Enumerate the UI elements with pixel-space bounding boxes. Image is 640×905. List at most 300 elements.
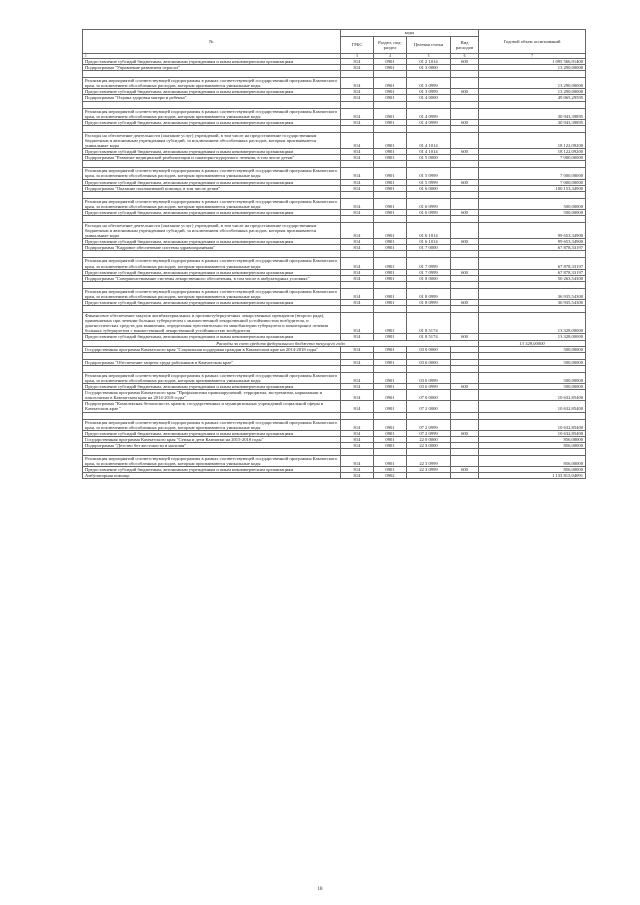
empty-cell — [374, 306, 407, 313]
header-total: Годовой объем ассигнований — [479, 30, 586, 54]
name-cell: Подпрограмма "Развитие медицинской реабилитации и санаторно-курортного лечения, в том числе детям" — [83, 155, 341, 161]
celevaya-cell: 07 2 0000 — [407, 401, 451, 412]
empty-cell — [83, 191, 341, 198]
grbs-cell: 814 — [341, 95, 374, 101]
name-cell: Реализация мероприятий соответствующей подпрограммы в рамках соответствующей государственной программы Камчатского края, за исключением обособленных расходов, которым присваиваются уникальные коды — [83, 455, 341, 466]
name-cell: Государственная программа Камчатского края "Семья и дети Камчатки на 2015-2018 годы" — [83, 436, 341, 442]
empty-cell — [341, 215, 374, 222]
empty-cell — [451, 191, 479, 198]
razdel-cell: 0901 — [374, 132, 407, 148]
grbs-cell: 814 — [341, 390, 374, 401]
empty-cell — [374, 281, 407, 288]
sum-cell: 856,00000 — [479, 467, 586, 473]
razdel-cell: 0901 — [374, 239, 407, 245]
razdel-cell: 0902 — [374, 473, 407, 479]
sum-cell: 18 122,09200 — [479, 132, 586, 148]
celevaya-cell: 01 6 0999 — [407, 209, 451, 215]
empty-cell — [407, 71, 451, 78]
name-cell: Государственная программа Камчатского края "Социальная поддержка граждан в Камчатском крае на 2014-2018 годы" — [83, 346, 341, 352]
celevaya-cell: 22 3 0999 — [407, 455, 451, 466]
empty-cell — [83, 306, 341, 313]
spacer-row — [83, 412, 586, 419]
vid-cell: 600 — [451, 467, 479, 473]
table-row — [83, 473, 586, 479]
grbs-cell: 814 — [341, 346, 374, 352]
empty-cell — [374, 71, 407, 78]
razdel-cell: 0901 — [374, 222, 407, 238]
sum-cell: 13 328,00000 — [479, 313, 586, 334]
empty-cell — [407, 125, 451, 132]
razdel-cell: 0901 — [374, 288, 407, 299]
vid-cell — [451, 455, 479, 466]
celevaya-cell: 22 0 0000 — [407, 436, 451, 442]
empty-cell — [341, 161, 374, 168]
sum-cell: 18 122,09200 — [479, 149, 586, 155]
sum-cell: 7 000,00000 — [479, 155, 586, 161]
grbs-cell: 814 — [341, 313, 374, 334]
empty-cell — [407, 448, 451, 455]
spacer-row — [83, 448, 586, 455]
razdel-cell: 0901 — [374, 419, 407, 430]
celevaya-cell: 01 8 5174 — [407, 334, 451, 340]
empty-cell — [341, 306, 374, 313]
spacer-row — [83, 101, 586, 108]
vid-cell: 600 — [451, 119, 479, 125]
celevaya-cell: 01 4 0999 — [407, 108, 451, 119]
empty-cell — [83, 365, 341, 372]
vid-cell: 600 — [451, 334, 479, 340]
sum-cell: 500,00000 — [479, 209, 586, 215]
celevaya-cell: 01 4 1014 — [407, 149, 451, 155]
grbs-cell: 814 — [341, 119, 374, 125]
empty-cell — [83, 161, 341, 168]
empty-cell — [374, 448, 407, 455]
celevaya-cell: 01 6 1014 — [407, 239, 451, 245]
spacer-row — [83, 191, 586, 198]
sum-cell: 99 653,34900 — [479, 222, 586, 238]
table-row — [83, 222, 586, 238]
grbs-cell: 814 — [341, 430, 374, 436]
empty-cell — [83, 412, 341, 419]
empty-cell — [374, 215, 407, 222]
empty-cell — [374, 365, 407, 372]
empty-cell — [479, 125, 586, 132]
celevaya-cell: 03 6 0999 — [407, 384, 451, 390]
empty-cell — [341, 281, 374, 288]
empty-cell — [479, 101, 586, 108]
celevaya-cell: 22 3 0000 — [407, 442, 451, 448]
table-row — [83, 132, 586, 148]
grbs-cell: 814 — [341, 419, 374, 430]
empty-cell — [451, 306, 479, 313]
grbs-cell: 814 — [341, 467, 374, 473]
celevaya-cell: 07 2 0999 — [407, 419, 451, 430]
name-cell: Расходы на обеспечение деятельности (оказание услуг) учреждений, в том числе на предоставление государственным бюджетным и автономным учреждениям субсидий, за исключением обособленных расходов, которым присваиваются уникальные коды — [83, 132, 341, 148]
razdel-cell: 0901 — [374, 168, 407, 179]
razdel-cell: 0901 — [374, 401, 407, 412]
grbs-cell: 814 — [341, 300, 374, 306]
name-cell: Предоставление субсидий бюджетным, автономным учреждениям и иным некоммерческим организациям — [83, 269, 341, 275]
empty-cell — [407, 412, 451, 419]
spacer-row — [83, 71, 586, 78]
vid-cell: 600 — [451, 179, 479, 185]
page-number: 18 — [317, 887, 323, 892]
empty-cell — [374, 191, 407, 198]
sum-cell: 13 290,00000 — [479, 65, 586, 71]
grbs-cell: 814 — [341, 473, 374, 479]
empty-cell — [479, 191, 586, 198]
empty-cell — [83, 71, 341, 78]
razdel-cell: 0901 — [374, 185, 407, 191]
razdel-cell: 0901 — [374, 275, 407, 281]
table-row — [83, 390, 586, 401]
razdel-cell: 0901 — [374, 334, 407, 340]
sum-cell: 7 000,00000 — [479, 179, 586, 185]
table-row — [83, 78, 586, 89]
celevaya-cell: 01 7 0999 — [407, 269, 451, 275]
grbs-cell: 814 — [341, 401, 374, 412]
name-cell: Предоставление субсидий бюджетным, автономным учреждениям и иным некоммерческим организациям — [83, 430, 341, 436]
name-cell: Реализация мероприятий соответствующей подпрограммы в рамках соответствующей государственной программы Камчатского края, за исключением обособленных расходов, которым присваиваются уникальные коды — [83, 288, 341, 299]
vid-cell — [451, 401, 479, 412]
note-text: Расходы за счет средств федерального бюджета текущего года — [83, 340, 479, 346]
table-row — [83, 313, 586, 334]
spacer-row — [83, 125, 586, 132]
sum-cell: 500,00000 — [479, 372, 586, 383]
celevaya-cell: 01 6 1014 — [407, 222, 451, 238]
table-row — [83, 401, 586, 412]
razdel-cell: 0901 — [374, 95, 407, 101]
razdel-cell: 0901 — [374, 346, 407, 352]
sum-cell: 30 943,39895 — [479, 119, 586, 125]
empty-cell — [83, 281, 341, 288]
vid-cell: 600 — [451, 384, 479, 390]
sum-cell: 13 290,00000 — [479, 89, 586, 95]
grbs-cell: 814 — [341, 455, 374, 466]
razdel-cell: 0901 — [374, 359, 407, 365]
razdel-cell: 0901 — [374, 78, 407, 89]
sum-cell: 100 153,34900 — [479, 185, 586, 191]
header-vid: Вид расходов — [451, 37, 479, 54]
table-row — [83, 419, 586, 430]
grbs-cell: 814 — [341, 436, 374, 442]
empty-cell — [83, 125, 341, 132]
celevaya-cell: 01 8 0999 — [407, 288, 451, 299]
header-celevaya: Целевая статья — [407, 37, 451, 54]
razdel-cell: 0901 — [374, 149, 407, 155]
name-cell: Подпрограмма "Кадровое обеспечение системы здравоохранения" — [83, 245, 341, 251]
sum-cell: 500,00000 — [479, 359, 586, 365]
vid-cell: 600 — [451, 149, 479, 155]
grbs-cell: 814 — [341, 59, 374, 65]
grbs-cell: 814 — [341, 185, 374, 191]
grbs-cell: 814 — [341, 245, 374, 251]
grbs-cell: 814 — [341, 269, 374, 275]
index-cell: 1 — [83, 54, 341, 59]
vid-cell — [451, 390, 479, 401]
name-cell: Предоставление субсидий бюджетным, автономным учреждениям и иным некоммерческим организациям — [83, 89, 341, 95]
grbs-cell: 814 — [341, 168, 374, 179]
razdel-cell: 0901 — [374, 372, 407, 383]
header-codes: коды — [341, 30, 479, 37]
empty-cell — [83, 101, 341, 108]
sum-cell: 500,00000 — [479, 384, 586, 390]
celevaya-cell: 01 4 1014 — [407, 132, 451, 148]
celevaya-cell: 01 5 0999 — [407, 168, 451, 179]
sum-cell: 10 632,85400 — [479, 390, 586, 401]
empty-cell — [407, 161, 451, 168]
razdel-cell: 0901 — [374, 384, 407, 390]
celevaya-cell: 01 7 0999 — [407, 258, 451, 269]
grbs-cell: 814 — [341, 149, 374, 155]
grbs-cell: 814 — [341, 132, 374, 148]
celevaya-cell: 01 4 0000 — [407, 95, 451, 101]
empty-cell — [374, 251, 407, 258]
name-cell: Предоставление субсидий бюджетным, автономным учреждениям и иным некоммерческим организациям — [83, 179, 341, 185]
celevaya-cell: 01 2 1014 — [407, 59, 451, 65]
sum-cell: 856,00000 — [479, 455, 586, 466]
razdel-cell: 0901 — [374, 436, 407, 442]
grbs-cell: 814 — [341, 334, 374, 340]
name-cell: Реализация мероприятий соответствующей подпрограммы в рамках соответствующей государственной программы Камчатского края, за исключением обособленных расходов, которым присваиваются уникальные коды — [83, 419, 341, 430]
name-cell: Подпрограмма "Управление развитием отрасли" — [83, 65, 341, 71]
name-cell: Предоставление субсидий бюджетным, автономным учреждениям и иным некоммерческим организациям — [83, 239, 341, 245]
grbs-cell: 814 — [341, 179, 374, 185]
empty-cell — [451, 215, 479, 222]
empty-cell — [341, 251, 374, 258]
razdel-cell: 0901 — [374, 390, 407, 401]
empty-cell — [407, 352, 451, 359]
celevaya-cell: 01 5 0000 — [407, 155, 451, 161]
vid-cell — [451, 372, 479, 383]
celevaya-cell: 01 7 0000 — [407, 245, 451, 251]
index-cell: 6 — [451, 54, 479, 59]
vid-cell — [451, 198, 479, 209]
name-cell: Подпрограмма "Оказание паллиативной помощи, в том числе детям" — [83, 185, 341, 191]
name-cell: Государственная программа Камчатского края "Профилактика правонарушений, терроризма, экстремизма, наркомании и алкоголизма в Камчатском крае на 2014-2018 годы" — [83, 390, 341, 401]
razdel-cell: 0901 — [374, 209, 407, 215]
celevaya-cell: 01 8 0000 — [407, 275, 451, 281]
header-num: № — [83, 30, 341, 54]
grbs-cell: 814 — [341, 239, 374, 245]
index-cell: 4 — [374, 54, 407, 59]
vid-cell — [451, 132, 479, 148]
empty-cell — [479, 71, 586, 78]
empty-cell — [407, 101, 451, 108]
empty-cell — [407, 365, 451, 372]
empty-cell — [479, 251, 586, 258]
empty-cell — [407, 215, 451, 222]
spacer-row — [83, 352, 586, 359]
name-cell: Подпрограмма "Обеспечение защиты труда работников в Камчатском крае" — [83, 359, 341, 365]
name-cell: Предоставление субсидий бюджетным, автономным учреждениям и иным некоммерческим организациям — [83, 149, 341, 155]
vid-cell — [451, 78, 479, 89]
empty-cell — [451, 352, 479, 359]
vid-cell: 600 — [451, 59, 479, 65]
name-cell: Предоставление субсидий бюджетным, автономным учреждениям и иным некоммерческим организациям — [83, 59, 341, 65]
sum-cell: 500,00000 — [479, 346, 586, 352]
name-cell: Реализация мероприятий соответствующей подпрограммы в рамках соответствующей государственной программы Камчатского края, за исключением обособленных расходов, которым присваиваются уникальные коды — [83, 198, 341, 209]
razdel-cell: 0901 — [374, 108, 407, 119]
name-cell: Финансовое обеспечение закупок антибактериальных и противотуберкулезных лекарственных препаратов (второго ряда), применяемых при лечении больных туберкулезом с множественной лекарственной устойчивостью возбудителя, и диагностических средств для выявления, определения чувствительности микобактерии туберкулеза и мониторинга лечения больных туберкулезом с множественной лекарственной устойчивостью возбудителя — [83, 313, 341, 334]
spacer-row — [83, 306, 586, 313]
name-cell: Реализация мероприятий соответствующей подпрограммы в рамках соответствующей государственной программы Камчатского края, за исключением обособленных расходов, которым присваиваются уникальные коды — [83, 372, 341, 383]
sum-cell: 49 065,29595 — [479, 95, 586, 101]
vid-cell: 600 — [451, 430, 479, 436]
sum-cell: 1 095 566,91400 — [479, 59, 586, 65]
empty-cell — [451, 448, 479, 455]
grbs-cell: 814 — [341, 209, 374, 215]
empty-cell — [83, 448, 341, 455]
empty-cell — [341, 191, 374, 198]
budget-table — [82, 29, 586, 479]
sum-cell: 10 632,85400 — [479, 419, 586, 430]
celevaya-cell: 01 3 0000 — [407, 65, 451, 71]
vid-cell: 600 — [451, 239, 479, 245]
grbs-cell: 814 — [341, 288, 374, 299]
vid-cell — [451, 473, 479, 479]
name-cell: Подпрограмма "Совершенствование системы лекарственного обеспечения, в том числе в амбулаторных условиях" — [83, 275, 341, 281]
index-cell: 3 — [341, 54, 374, 59]
spacer-row — [83, 281, 586, 288]
empty-cell — [451, 125, 479, 132]
celevaya-cell: 07 2 0999 — [407, 430, 451, 436]
grbs-cell: 814 — [341, 258, 374, 269]
empty-cell — [83, 352, 341, 359]
razdel-cell: 0901 — [374, 198, 407, 209]
razdel-cell: 0901 — [374, 258, 407, 269]
vid-cell: 600 — [451, 89, 479, 95]
spacer-row — [83, 251, 586, 258]
razdel-cell: 0901 — [374, 89, 407, 95]
celevaya-cell: 03 0 0000 — [407, 346, 451, 352]
grbs-cell: 814 — [341, 108, 374, 119]
empty-cell — [374, 161, 407, 168]
sum-cell: 36 935,54300 — [479, 288, 586, 299]
grbs-cell: 814 — [341, 89, 374, 95]
name-cell: Реализация мероприятий соответствующей подпрограммы в рамках соответствующей государственной программы Камчатского края, за исключением обособленных расходов, которым присваиваются уникальные коды — [83, 78, 341, 89]
celevaya-cell: 01 6 0999 — [407, 198, 451, 209]
sum-cell: 67 878,33197 — [479, 269, 586, 275]
vid-cell — [451, 108, 479, 119]
table-row — [83, 168, 586, 179]
razdel-cell: 0901 — [374, 467, 407, 473]
spacer-row — [83, 365, 586, 372]
sum-cell: 10 632,85400 — [479, 430, 586, 436]
empty-cell — [407, 251, 451, 258]
celevaya-cell: 01 8 0999 — [407, 300, 451, 306]
vid-cell: 600 — [451, 269, 479, 275]
name-cell: Предоставление субсидий бюджетным, автономным учреждениям и иным некоммерческим организациям — [83, 300, 341, 306]
sum-cell: 7 000,00000 — [479, 168, 586, 179]
empty-cell — [407, 281, 451, 288]
table-row — [83, 288, 586, 299]
sum-cell: 67 878,33197 — [479, 258, 586, 269]
razdel-cell: 0901 — [374, 179, 407, 185]
grbs-cell: 814 — [341, 65, 374, 71]
spacer-row — [83, 161, 586, 168]
celevaya-cell: 01 8 5174 — [407, 313, 451, 334]
header-grbs: ГРБС — [341, 37, 374, 54]
table-row — [83, 455, 586, 466]
name-cell: Реализация мероприятий соответствующей подпрограммы в рамках соответствующей государственной программы Камчатского края, за исключением обособленных расходов, которым присваиваются уникальные коды — [83, 258, 341, 269]
table-row — [83, 372, 586, 383]
razdel-cell: 0901 — [374, 442, 407, 448]
vid-cell — [451, 222, 479, 238]
celevaya-cell: 01 4 0999 — [407, 119, 451, 125]
name-cell: Расходы на обеспечение деятельности (оказание услуг) учреждений, в том числе на предоставление государственным бюджетным и автономным учреждениям субсидий, за исключением обособленных расходов, которым присваиваются уникальные коды — [83, 222, 341, 238]
celevaya-cell: 01 3 0999 — [407, 89, 451, 95]
empty-cell — [451, 71, 479, 78]
name-cell: Предоставление субсидий бюджетным, автономным учреждениям и иным некоммерческим организациям — [83, 467, 341, 473]
empty-cell — [451, 161, 479, 168]
sum-cell: 13 290,00000 — [479, 78, 586, 89]
empty-cell — [83, 215, 341, 222]
sum-cell: 13 328,00000 — [479, 334, 586, 340]
sum-cell: 99 653,34900 — [479, 239, 586, 245]
empty-cell — [479, 281, 586, 288]
sum-cell: 500,00000 — [479, 198, 586, 209]
razdel-cell: 0901 — [374, 65, 407, 71]
empty-cell — [479, 306, 586, 313]
name-cell: Амбулаторная помощь — [83, 473, 341, 479]
vid-cell — [451, 419, 479, 430]
table-row — [83, 108, 586, 119]
empty-cell — [341, 448, 374, 455]
name-cell: Подпрограмма "Охрана здоровья матери и ребенка" — [83, 95, 341, 101]
name-cell: Реализация мероприятий соответствующей подпрограммы в рамках соответствующей государственной программы Камчатского края, за исключением обособленных расходов, которым присваиваются уникальные коды — [83, 168, 341, 179]
grbs-cell: 814 — [341, 155, 374, 161]
sum-cell: 856,00000 — [479, 442, 586, 448]
empty-cell — [479, 215, 586, 222]
empty-cell — [341, 352, 374, 359]
index-cell: 7 — [479, 54, 586, 59]
grbs-cell: 814 — [341, 275, 374, 281]
table-header-row — [83, 30, 586, 37]
sum-cell: 1 133 815,04091 — [479, 473, 586, 479]
empty-cell — [479, 161, 586, 168]
celevaya-cell: 07 0 0000 — [407, 390, 451, 401]
razdel-cell: 0901 — [374, 119, 407, 125]
spacer-row — [83, 215, 586, 222]
vid-cell — [451, 258, 479, 269]
name-cell: Подпрограмма "Комплексная безопасность храмов, государственных и муниципальных учреждений социальной сферы в Камчатском крае " — [83, 401, 341, 412]
celevaya-cell: 22 3 0999 — [407, 467, 451, 473]
empty-cell — [451, 365, 479, 372]
empty-cell — [341, 412, 374, 419]
vid-cell — [451, 168, 479, 179]
grbs-cell: 814 — [341, 372, 374, 383]
empty-cell — [451, 101, 479, 108]
empty-cell — [407, 191, 451, 198]
empty-cell — [341, 365, 374, 372]
razdel-cell: 0901 — [374, 313, 407, 334]
celevaya-cell: 03 6 0000 — [407, 359, 451, 365]
sum-cell: 10 632,85400 — [479, 401, 586, 412]
vid-cell: 600 — [451, 209, 479, 215]
empty-cell — [451, 412, 479, 419]
razdel-cell: 0901 — [374, 269, 407, 275]
empty-cell — [451, 251, 479, 258]
empty-cell — [479, 448, 586, 455]
name-cell: Предоставление субсидий бюджетным, автономным учреждениям и иным некоммерческим организациям — [83, 334, 341, 340]
celevaya-cell: 01 5 0999 — [407, 179, 451, 185]
celevaya-cell: 03 6 0999 — [407, 372, 451, 383]
empty-cell — [451, 281, 479, 288]
empty-cell — [374, 101, 407, 108]
sum-cell: 67 878,33197 — [479, 245, 586, 251]
empty-cell — [479, 352, 586, 359]
